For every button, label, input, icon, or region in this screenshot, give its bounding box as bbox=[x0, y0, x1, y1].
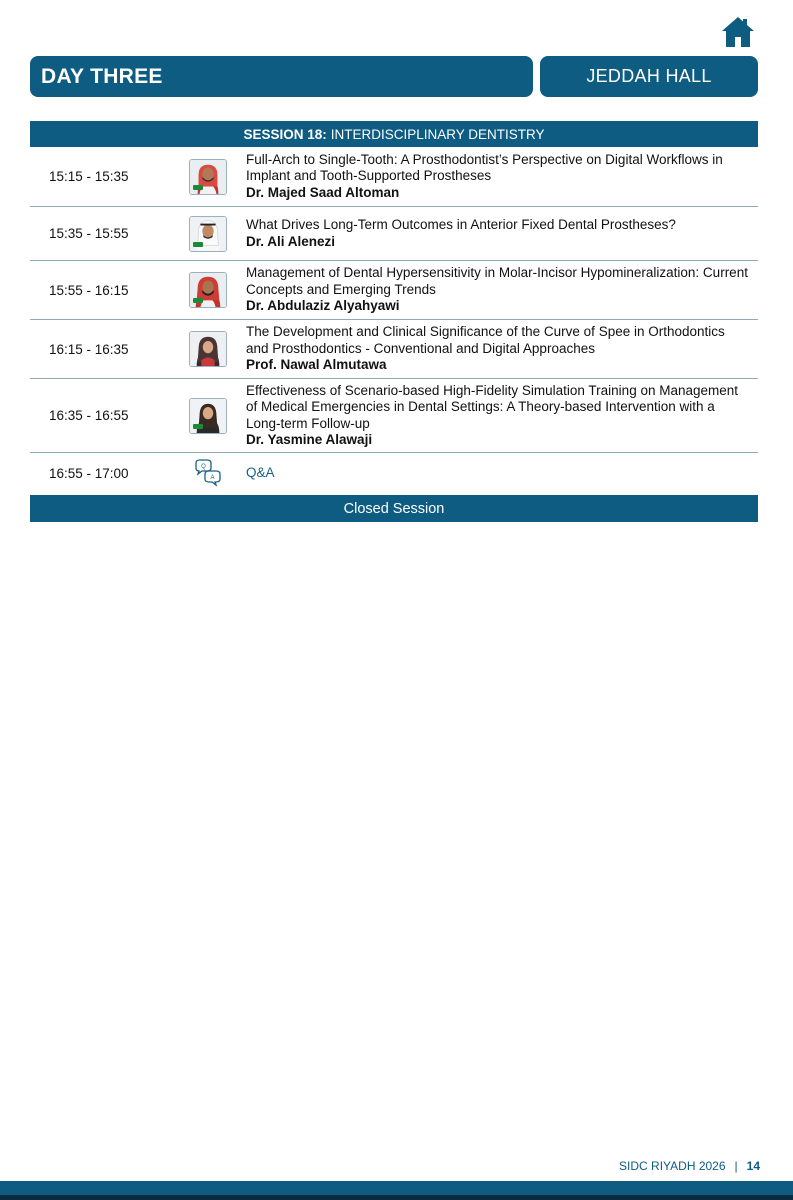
speaker-name: Dr. Majed Saad Altoman bbox=[246, 184, 400, 200]
speaker-name: Prof. Nawal Almutawa bbox=[246, 357, 387, 373]
talk-title: Full-Arch to Single-Tooth: A Prosthodontist’s Perspective on Digital Workflows in Implant and Tooth-Supported Prostheses bbox=[246, 151, 723, 184]
footer-bar bbox=[0, 1181, 793, 1200]
time-slot: 16:35 - 16:55 bbox=[49, 408, 129, 423]
svg-text:Q: Q bbox=[201, 464, 206, 470]
schedule-table bbox=[30, 147, 758, 493]
footer-event: SIDC RIYADH 2026 bbox=[619, 1159, 726, 1173]
closed-session-bar: Closed Session bbox=[30, 495, 758, 522]
svg-text:A: A bbox=[210, 475, 215, 481]
chat-bubbles-icon bbox=[193, 458, 223, 488]
speaker-photo bbox=[189, 159, 227, 195]
session-header bbox=[30, 121, 758, 147]
schedule-row bbox=[30, 261, 758, 320]
talk-title: Effectiveness of Scenario-based High-Fidelity Simulation Training on Management of Medical Emergencies in Dental Settings: A Theory-based Intervention with a Long-term Follow-up bbox=[246, 382, 739, 431]
speaker-photo bbox=[189, 272, 227, 308]
schedule-row bbox=[30, 320, 758, 379]
speaker-photo bbox=[189, 398, 227, 434]
day-title: DAY THREE bbox=[30, 56, 533, 97]
talk-title: The Development and Clinical Significance of the Curve of Spee in Orthodontics and Prosthodontics - Conventional and Digital Approaches bbox=[246, 324, 725, 356]
qa-label: Q&A bbox=[246, 464, 275, 480]
time-slot: 16:55 - 17:00 bbox=[49, 465, 129, 481]
speaker-name: Dr. Yasmine Alawaji bbox=[246, 432, 373, 447]
speaker-name: Dr. Abdulaziz Alyahyawi bbox=[246, 298, 400, 314]
time-slot: 15:55 - 16:15 bbox=[49, 282, 129, 298]
page-number: 14 bbox=[746, 1159, 760, 1173]
speaker-name: Dr. Ali Alenezi bbox=[246, 233, 336, 249]
speaker-photo bbox=[189, 216, 227, 252]
time-slot: 15:15 - 15:35 bbox=[49, 169, 129, 184]
schedule-row bbox=[30, 379, 758, 453]
schedule-row bbox=[30, 207, 758, 261]
session-number: SESSION 18: bbox=[243, 126, 327, 142]
time-slot: 15:35 - 15:55 bbox=[49, 226, 129, 241]
time-slot: 16:15 - 16:35 bbox=[49, 341, 129, 357]
schedule-row bbox=[30, 147, 758, 207]
qa-row bbox=[30, 453, 758, 493]
footer-separator: | bbox=[734, 1159, 738, 1173]
talk-title: Management of Dental Hypersensitivity in Molar-Incisor Hypomineralization: Current Concepts and Emerging Trends bbox=[246, 265, 748, 297]
session-name: INTERDISCIPLINARY DENTISTRY bbox=[330, 126, 545, 142]
home-button[interactable] bbox=[720, 14, 756, 50]
talk-title: What Drives Long-Term Outcomes in Anterior Fixed Dental Prostheses? bbox=[246, 217, 676, 232]
speaker-photo bbox=[189, 331, 227, 367]
footer-info bbox=[619, 1159, 760, 1173]
hall-title: JEDDAH HALL bbox=[540, 56, 758, 97]
home-icon bbox=[720, 14, 756, 50]
